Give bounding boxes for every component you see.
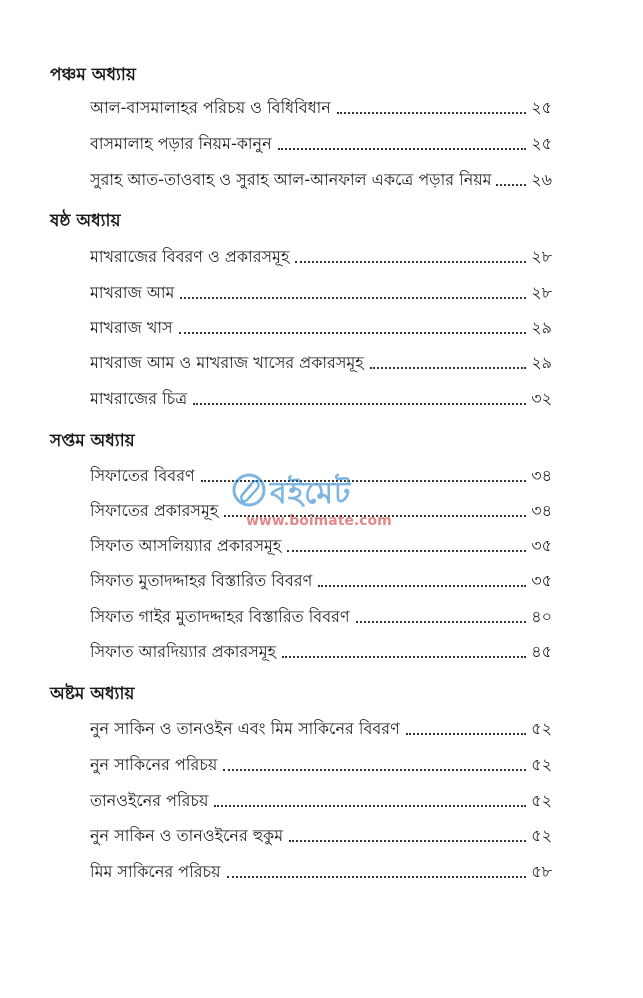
toc-entry [90,244,552,268]
toc-entry [90,859,552,883]
toc-entry [90,533,552,557]
toc-entry-page: ২৫ [531,98,552,117]
toc-entry-page: ২৯ [531,353,552,372]
toc-entry-page: ৩২ [531,389,552,408]
toc-entry [90,568,552,592]
toc-entry-title: তানওইনের পরিচয় [90,790,214,812]
toc-entry-page: ৩৫ [531,571,552,590]
toc-entry [90,95,552,119]
toc-entry-title: মাখরাজের চিত্র [90,388,193,410]
toc-entry [90,386,552,410]
toc-entry-page: ৫২ [531,755,552,774]
toc-entry [90,280,552,304]
toc-entry [90,823,552,847]
toc-entry-page: ৫২ [531,719,552,738]
watermark [232,473,412,533]
toc-entry-title: সিফাতের প্রকারসমূহ [90,500,224,522]
toc-entry-page: ২৬ [531,170,552,189]
dot-leader [496,184,526,186]
toc-entry [90,315,552,339]
toc-entry-page: ৫২ [531,791,552,810]
dot-leader [179,332,526,334]
toc-entry-page: ২৮ [531,247,552,266]
toc-entry-title: মিম সাকিনের পরিচয় [90,861,227,883]
toc-entry-page: ৩৪ [531,501,552,520]
chapter-heading: অষ্টম অধ্যায় [50,684,135,704]
toc-entry [90,604,552,628]
dot-leader [318,585,526,587]
toc-entry [90,167,552,191]
paperclip-logo-icon [232,473,266,507]
toc-entry [90,752,552,776]
toc-entry-page: ৫২ [531,826,552,845]
chapter-heading: পঞ্চম অধ্যায় [50,65,136,85]
dot-leader [193,403,526,405]
dot-leader [356,621,526,623]
toc-entry-page: ৪৫ [531,642,552,661]
toc-entry-title: সুরাহ আত-তাওবাহ ও সুরাহ আল-আনফাল একত্রে পড়ার নিয়ম [90,169,496,191]
toc-entry [90,716,552,740]
chapter-heading: ষষ্ঠ অধ্যায় [50,211,121,231]
toc-entry-title: মাখরাজ খাস [90,317,179,339]
toc-entry-page: ২৮ [531,283,552,302]
dot-leader [370,367,526,369]
dot-leader [287,550,526,552]
toc-entry-title: সিফাতের বিবরণ [90,465,201,487]
toc-entry [90,350,552,374]
toc-entry-title: মাখরাজ আম [90,282,180,304]
toc-entry-title: নুন সাকিন ও তানওইনের হুকুম [90,825,289,847]
toc-entry-page: ২৫ [531,134,552,153]
toc-entry-page: ৩৫ [531,536,552,555]
toc-entry-title: সিফাত আরদিয়্যার প্রকারসমূহ [90,641,282,663]
toc-entry [90,639,552,663]
toc-entry-title: বাসমালাহ পড়ার নিয়ম-কানুন [90,133,278,155]
dot-leader [282,656,526,658]
toc-entry-title: সিফাত মুতাদদ্দাহর বিস্তারিত বিবরণ [90,570,318,592]
toc-entry-title: মাখরাজ আম ও মাখরাজ খাসের প্রকারসমূহ [90,352,370,374]
toc-entry-title: নুন সাকিন ও তানওইন এবং মিম সাকিনের বিবরণ [90,718,406,740]
toc-entry-page: ৩৪ [531,466,552,485]
dot-leader [289,840,526,842]
dot-leader [180,297,526,299]
watermark-brand: বইমেট [270,476,352,511]
toc-entry-title: মাখরাজের বিবরণ ও প্রকারসমূহ [90,246,295,268]
dot-leader [295,261,526,263]
toc-entry-title: সিফাত গাইর মুতাদদ্দাহর বিস্তারিত বিবরণ [90,606,356,628]
toc-entry-page: ৪০ [531,607,552,626]
toc-entry-title: সিফাত আসলিয়্যার প্রকারসমূহ [90,535,287,557]
toc-entry-title: নুন সাকিনের পরিচয় [90,754,223,776]
toc-entry-page: ২৯ [531,318,552,337]
toc-entry [90,788,552,812]
chapter-heading: সপ্তম অধ্যায় [50,431,135,451]
dot-leader [223,769,526,771]
dot-leader [278,148,526,150]
dot-leader [406,733,526,735]
watermark-url: www.boimate.com [246,513,392,529]
dot-leader [227,876,526,878]
dot-leader [214,805,526,807]
toc-entry-page: ৫৮ [531,862,552,881]
dot-leader [337,112,526,114]
toc-entry [90,131,552,155]
toc-entry-title: আল-বাসমালাহর পরিচয় ও বিধিবিধান [90,97,337,119]
